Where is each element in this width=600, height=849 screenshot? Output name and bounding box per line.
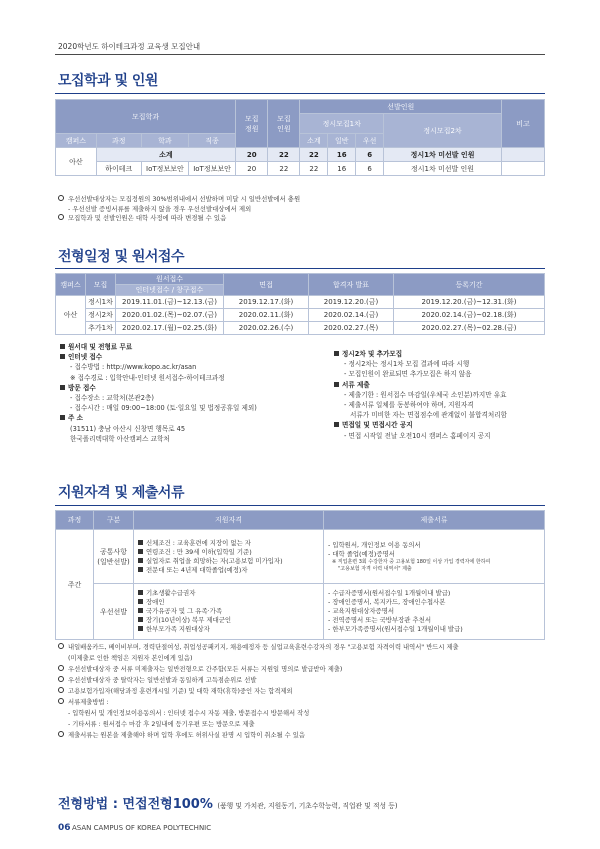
section-title-qualification: 지원자격 및 제출서류 (58, 485, 184, 501)
info-heading: 방문 접수 (60, 383, 320, 393)
cell-moj: 추가1차 (86, 322, 116, 335)
info-line: - 접수장소 : 교학처(본관2층) (70, 394, 154, 403)
cell-wonseo: 2020.02.17.(월)~02.25.(화) (116, 322, 224, 335)
cell-jj: IoT정보보안 (188, 162, 235, 176)
doc-item: - 전역증명서 또는 국방부장관 추천서 (328, 616, 432, 624)
note-item: - 입학원서 및 개인정보이용동의서 : 인터넷 접수시 자동 제출, 방문접수시 방문해서 작성 (68, 710, 310, 717)
schedule-right-info (334, 349, 549, 441)
info-heading: 원서대 및 전형료 무료 (60, 342, 320, 352)
sec1-notes (58, 195, 300, 224)
note-item: 제출서류는 원본을 제출해야 하며 입학 후에도 허위사실 판명 시 입학이 취소될 수 있음 (58, 730, 548, 741)
note-item: 우선선발대상자는 모집정원의 30%범위내에서 선발하며 미달 시 일반선발에서 충원 (58, 195, 300, 205)
th-seonbal: 선발인원 (300, 100, 502, 114)
qual-item: 전문대 또는 4년제 대학졸업(예정)자 (138, 566, 319, 575)
section-title-schedule: 전형일정 및 원서접수 (58, 249, 184, 265)
header-rule (55, 54, 545, 55)
cell-myeonjeop: 2020.02.26.(수) (224, 322, 309, 335)
doc-item: "고용보험 자격 이력 내역서" 제출 (338, 565, 412, 572)
th-wonseo-sub: 인터넷접수 / 창구접수 (116, 285, 224, 296)
th-campus: 캠퍼스 (56, 134, 97, 148)
info-line: - 접수방법 : http://www.kopo.ac.kr/asan (70, 363, 197, 372)
cell-doc-common (324, 530, 545, 584)
cell-gubun-common: 공통사항 (일반선발) (94, 530, 134, 584)
cell-sum-b: 22 (268, 148, 300, 162)
cell-qual-common (134, 530, 324, 584)
cell-sum-note: 정시1차 미선발 인원 (384, 148, 502, 162)
sec3-notes (58, 642, 548, 741)
th-bigo: 비고 (502, 100, 545, 148)
info-heading: 주 소 (60, 413, 320, 423)
th-inwon: 모집 인원 (268, 100, 300, 148)
qual-item: 신체조건 : 교육훈련에 지장이 없는 자 (138, 539, 319, 548)
section-rule (55, 93, 545, 94)
info-heading: 서류 제출 (334, 380, 549, 390)
qualification-table (55, 510, 545, 640)
th-jawon: 지원자격 (134, 511, 324, 530)
cell-a: 20 (236, 162, 268, 176)
info-line: - 제출서류 일체를 동봉하여야 하며, 지원자격 (344, 401, 474, 410)
th-gubun: 구분 (94, 511, 134, 530)
cell-hapgyeok: 2020.02.14.(금) (309, 309, 394, 322)
doc-item: - 교육지원대상자증명서 (328, 607, 395, 615)
doc-item: - 한부모가족증명서(원서접수일 1개월이내 발급) (328, 625, 463, 633)
th-myeonjeop: 면접 (224, 274, 309, 296)
th-ilban: 일반 (328, 134, 356, 148)
th-gwajeong: 과정 (56, 511, 94, 530)
cell-deungrok: 2020.02.14.(금)~02.18.(화) (394, 309, 545, 322)
cell-e: 6 (356, 162, 384, 176)
info-line: (31511) 충남 아산시 신창면 행목로 45 (70, 424, 186, 433)
doc-item: - 입학원서, 개인정보 이용 동의서 (328, 540, 421, 549)
cell-jugan: 주간 (56, 530, 94, 640)
info-line: - 접수시간 : 매일 09:00~18:00 (토·일요일 및 법정공휴일 제외) (70, 404, 257, 413)
th-hakgwa: 학과 (141, 134, 188, 148)
note-item: 우선선발대상자 중 서류 미제출자는 일반전형으로 간주함(모든 서류는 지원일 명의로 발급받아 제출) (58, 664, 548, 675)
cell-wonseo: 2020.01.02.(목)~02.07.(금) (116, 309, 224, 322)
doc-item: - 대학 졸업(예정)증명서 (328, 549, 395, 558)
doc-item: - 장애인증명서, 복지카드, 장애인수첩사본 (328, 598, 446, 606)
note-item: 고용보험가입자(해당과정 훈련개시일 기준) 및 대학 재학(휴학)중인 자는 합격제외 (58, 686, 548, 697)
qual-item: 장기(10년이상) 복무 제대군인 (138, 616, 319, 625)
cell-b: 22 (268, 162, 300, 176)
page-number: 06 (58, 823, 71, 833)
section-rule (55, 505, 545, 506)
th-cha2: 정시모집2차 (384, 114, 502, 148)
qual-item: 국가유공자 및 그 유족·가족 (138, 607, 319, 616)
cell-qual-priority (134, 584, 324, 640)
note-item: 내일배움카드, 베이비부머, 경력단절여성, 취업성공패키지, 채용예정자 등 실업교육훈련수강자의 경우 "고용보험 자격이력 내역서" 반드시 제출 (58, 642, 548, 653)
th-cha1: 정시모집1차 (300, 114, 384, 134)
cell-sum-d: 16 (328, 148, 356, 162)
cell-wonseo: 2019.11.01.(금)~12.13.(금) (116, 296, 224, 309)
qual-item: 연령조건 : 만 39세 이하(입학일 기준) (138, 548, 319, 557)
cell-moj: 정시1차 (86, 296, 116, 309)
doc-item: ※ 직업훈련 3회 수강한자 중 고용보험 180일 이상 가입 경력자에 한하여 (332, 558, 491, 565)
method-sub: (품행 및 가치관, 지원동기, 기초수학능력, 직업관 및 적성 등) (217, 802, 398, 810)
cell-sum-a: 20 (236, 148, 268, 162)
cell-sum-e: 6 (356, 148, 384, 162)
note-item: 모집학과 및 선발인원은 대학 사정에 따라 변경될 수 있음 (58, 214, 300, 224)
qual-item: 실업자로 취업을 희망하는 자(고용보험 미가입자) (138, 557, 319, 566)
th-moj: 모집학과 (56, 100, 236, 134)
cell-gw: 하이테크 (96, 162, 141, 176)
qual-item: 장애인 (138, 598, 319, 607)
cell-hapgyeok: 2020.02.27.(목) (309, 322, 394, 335)
cell-deungrok: 2020.02.27.(목)~02.28.(금) (394, 322, 545, 335)
doc-item: - 수급자증명서(원서접수일 1개월이내 발급) (328, 589, 451, 597)
footer-text: ASAN CAMPUS OF KOREA POLYTECHNIC (72, 824, 212, 832)
cell-sum-label: 소계 (96, 148, 235, 162)
info-line: - 면접 시작일 전날 오전10시 캠퍼스 홈페이지 공지 (344, 431, 491, 440)
th-campus: 캠퍼스 (56, 274, 86, 296)
info-line: 한국폴리텍대학 아산캠퍼스 교학처 (70, 434, 170, 443)
note-item: - 기타서류 : 원서접수 마감 후 2일내에 등기우편 또는 방문으로 제출 (68, 721, 255, 728)
note-item: (미제출로 인한 책임은 지원자 본인에게 있음) (68, 655, 193, 662)
cell-d: 16 (328, 162, 356, 176)
info-line: - 모집인원이 완료되면 추가모집은 하지 않음 (344, 370, 472, 379)
cell-note: 정시1차 미선발 인원 (384, 162, 502, 176)
note-item: 우선선발대상자 중 탈락자는 일반선발과 동일하게 고득점순위로 선발 (58, 675, 548, 686)
note-item: 서류제출방법 : (58, 697, 548, 708)
th-jeongwon: 모집 정원 (236, 100, 268, 148)
schedule-table (55, 273, 545, 335)
th-jikjong: 직종 (188, 134, 235, 148)
th-sogye: 소계 (300, 134, 328, 148)
info-line: ※ 접수경로 : 입학안내-인터넷 원서접수-하이테크과정 (70, 373, 225, 382)
info-heading: 정시2차 및 추가모집 (334, 349, 549, 359)
th-wonseo: 원서접수 (116, 274, 224, 285)
cell-moj: 정시2차 (86, 309, 116, 322)
info-line: - 정시2차는 정시1차 모집 결과에 따라 시행 (344, 360, 470, 369)
cell-sum-bigo (502, 148, 545, 162)
th-moj: 모집 (86, 274, 116, 296)
cell-myeonjeop: 2019.12.17.(화) (224, 296, 309, 309)
info-line: - 제출기한 : 원서접수 마감일(우체국 소인분)까지만 유효 (344, 390, 507, 399)
cell-hapgyeok: 2019.12.20.(금) (309, 296, 394, 309)
selection-method (58, 793, 398, 812)
cell-myeonjeop: 2020.02.11.(화) (224, 309, 309, 322)
th-deungrok: 등록기간 (394, 274, 545, 296)
section-title-recruitment: 모집학과 및 인원 (58, 73, 158, 89)
th-gwajeong: 과정 (96, 134, 141, 148)
cell-bigo (502, 162, 545, 176)
cell-deungrok: 2019.12.20.(금)~12.31.(화) (394, 296, 545, 309)
th-seoryu: 제출서류 (324, 511, 545, 530)
note-item: - 우선선발 증빙서류를 제출하지 않을 경우 우선선발대상에서 제외 (68, 204, 252, 213)
cell-doc-priority (324, 584, 545, 640)
cell-hk: IoT정보보안 (141, 162, 188, 176)
info-line: 서류가 미비한 자는 면접점수에 관계없이 불합격처리함 (350, 411, 507, 420)
qual-item: 기초생활수급권자 (138, 589, 319, 598)
info-heading: 인터넷 접수 (60, 352, 320, 362)
cell-sum-c: 22 (300, 148, 328, 162)
cell-c: 22 (300, 162, 328, 176)
cell-campus: 아산 (56, 296, 86, 335)
page-header: 2020학년도 하이테크과정 교육생 모집안내 (58, 42, 201, 51)
cell-gubun-priority: 우선선발 (94, 584, 134, 640)
qual-item: 한부모가족 지원대상자 (138, 625, 319, 634)
method-main: 전형방법 : 면접전형100% (58, 797, 213, 812)
schedule-left-info (60, 342, 320, 444)
cell-campus: 아산 (56, 148, 97, 176)
th-useon: 우선 (356, 134, 384, 148)
info-heading: 면접일 및 면접시간 공지 (334, 420, 549, 430)
recruitment-table (55, 99, 545, 176)
th-hapgyeok: 합격자 발표 (309, 274, 394, 296)
section-rule (55, 268, 545, 269)
